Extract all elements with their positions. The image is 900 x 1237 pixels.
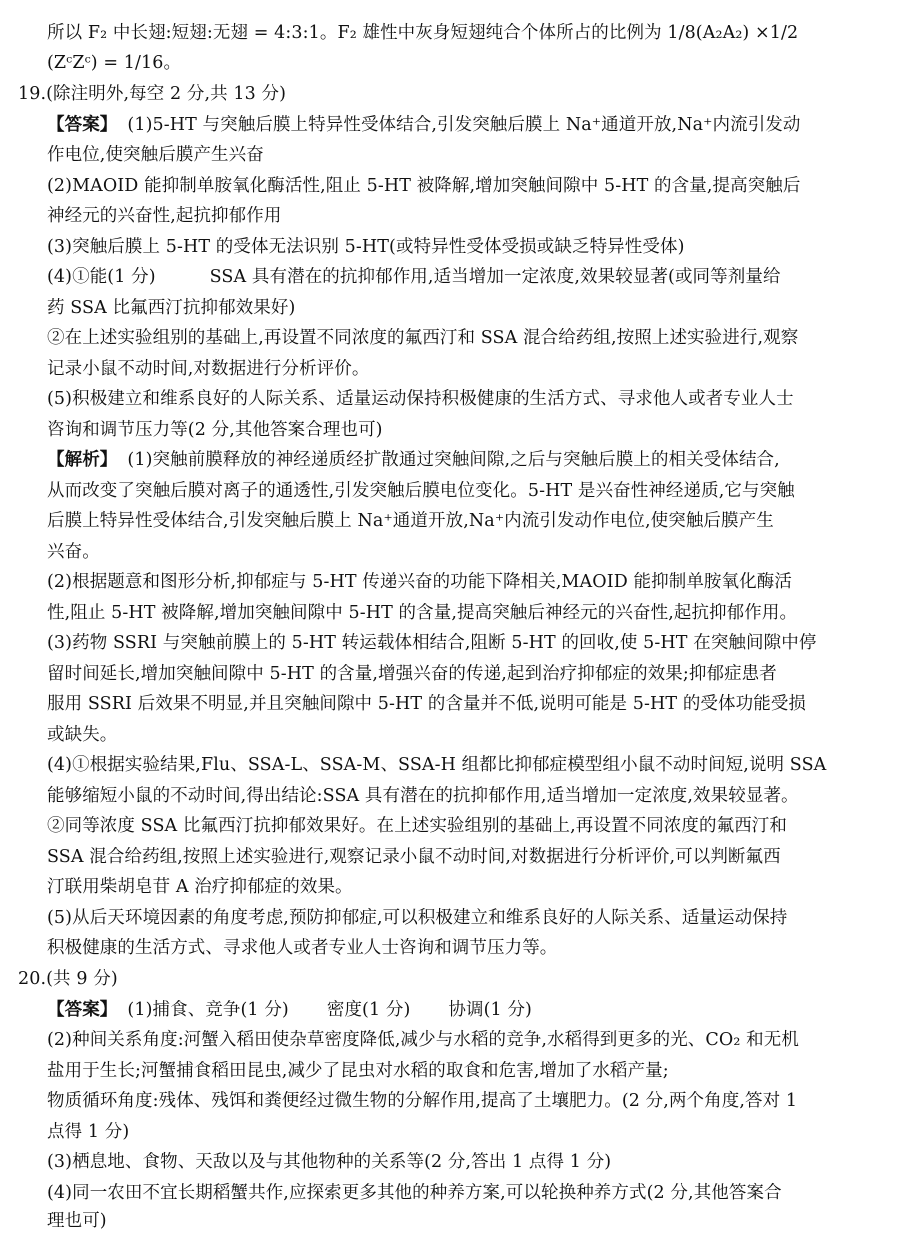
text-line: 后膜上特异性受体结合,引发突触后膜上 Na⁺通道开放,Na⁺内流引发动作电位,使突触后膜产生 bbox=[47, 511, 774, 531]
text-line: 兴奋。 bbox=[47, 542, 100, 562]
text-line: (3)栖息地、食物、天敌以及与其他物种的关系等(2 分,答出 1 点得 1 分) bbox=[47, 1152, 612, 1172]
text-line: 从而改变了突触后膜对离子的通透性,引发突触后膜电位变化。5-HT 是兴奋性神经递质,它与突触 bbox=[47, 481, 795, 501]
answer-tag: 【答案】 bbox=[47, 115, 118, 135]
text-line: 能够缩短小鼠的不动时间,得出结论:SSA 具有潜在的抗抑郁作用,适当增加一定浓度,效果较显著。 bbox=[47, 786, 799, 806]
text-line: 或缺失。 bbox=[47, 725, 118, 745]
text-line: ②同等浓度 SSA 比氟西汀抗抑郁效果好。在上述实验组别的基础上,再设置不同浓度的氟西汀和 bbox=[47, 816, 787, 836]
answer-line bbox=[47, 995, 892, 1026]
text-line: 作电位,使突触后膜产生兴奋 bbox=[47, 145, 264, 165]
text-segment: 密度(1 分) bbox=[326, 1000, 411, 1020]
text-line: 咨询和调节压力等(2 分,其他答案合理也可) bbox=[47, 420, 383, 440]
text-line: 物质循环角度:残体、残饵和粪便经过微生物的分解作用,提高了土壤肥力。(2 分,两个角度,答对 1 bbox=[47, 1091, 798, 1111]
text-line: 留时间延长,增加突触间隙中 5-HT 的含量,增强兴奋的传递,起到治疗抑郁症的效果;抑郁症患者 bbox=[47, 664, 777, 684]
text-line: (2)MAOID 能抑制单胺氧化酶活性,阻止 5-HT 被降解,增加突触间隙中 5-HT 的含量,提高突触后 bbox=[47, 176, 801, 196]
text-line: 记录小鼠不动时间,对数据进行分析评价。 bbox=[47, 359, 370, 379]
answer-tag: 【答案】 bbox=[47, 1000, 118, 1020]
text-line: (5)从后天环境因素的角度考虑,预防抑郁症,可以积极建立和维系良好的人际关系、适量运动保持 bbox=[47, 908, 788, 928]
analysis-tag: 【解析】 bbox=[47, 450, 118, 470]
text-line: (2)根据题意和图形分析,抑郁症与 5-HT 传递兴奋的功能下降相关,MAOID 能抑制单胺氧化酶活 bbox=[47, 572, 792, 592]
text-line: (ZᶜZᶜ) = 1/16。 bbox=[47, 53, 182, 73]
text-line: 盐用于生长;河蟹捕食稻田昆虫,减少了昆虫对水稻的取食和危害,增加了水稻产量; bbox=[47, 1061, 669, 1081]
text-line: 性,阻止 5-HT 被降解,增加突触间隙中 5-HT 的含量,提高突触后神经元的兴奋性,起抗抑郁作用。 bbox=[47, 603, 798, 623]
text-line: (5)积极建立和维系良好的人际关系、适量运动保持积极健康的生活方式、寻求他人或者专业人士 bbox=[47, 389, 794, 409]
text-line: (3)突触后膜上 5-HT 的受体无法识别 5-HT(或特异性受体受损或缺乏特异性受体) bbox=[47, 237, 685, 257]
text-segment: 协调(1 分) bbox=[448, 1000, 532, 1020]
text-line: (2)种间关系角度:河蟹入稻田使杂草密度降低,减少与水稻的竞争,水稻得到更多的光、CO₂ 和无机 bbox=[47, 1030, 799, 1050]
q19-header: 19.(除注明外,每空 2 分,共 13 分) bbox=[18, 84, 287, 104]
text-line: 汀联用柴胡皂苷 A 治疗抑郁症的效果。 bbox=[47, 877, 353, 897]
text-line: 服用 SSRI 后效果不明显,并且突触间隙中 5-HT 的含量并不低,说明可能是 5-HT 的受体功能受损 bbox=[47, 694, 807, 714]
text-line: 积极健康的生活方式、寻求他人或者专业人士咨询和调节压力等。 bbox=[47, 938, 558, 958]
text-line: 理也可) bbox=[47, 1211, 107, 1231]
text-line bbox=[47, 262, 892, 293]
text-line: (3)药物 SSRI 与突触前膜上的 5-HT 转运载体相结合,阻断 5-HT 的回收,使 5-HT 在突触间隙中停 bbox=[47, 633, 817, 653]
text-segment: (1)捕食、竞争(1 分) bbox=[127, 1000, 289, 1020]
text-line: (4)同一农田不宜长期稻蟹共作,应探索更多其他的种养方案,可以轮换种养方式(2 分,其他答案合 bbox=[47, 1183, 782, 1203]
answer-line bbox=[47, 110, 892, 141]
q20-header: 20.(共 9 分) bbox=[18, 969, 118, 989]
analysis-line bbox=[47, 445, 892, 476]
text-line: ②在上述实验组别的基础上,再设置不同浓度的氟西汀和 SSA 混合给药组,按照上述实验进行,观察 bbox=[47, 328, 799, 348]
text-line: SSA 混合给药组,按照上述实验进行,观察记录小鼠不动时间,对数据进行分析评价,可以判断氟西 bbox=[47, 847, 781, 867]
text-line: (4)①根据实验结果,Flu、SSA-L、SSA-M、SSA-H 组都比抑郁症模型组小鼠不动时间短,说明 SSA bbox=[47, 755, 827, 775]
text-line: 药 SSA 比氟西汀抗抑郁效果好) bbox=[47, 298, 296, 318]
text-segment: (1)5-HT 与突触后膜上特异性受体结合,引发突触后膜上 Na⁺通道开放,Na⁺内流引发动 bbox=[127, 115, 801, 135]
text-segment: (4)①能(1 分) bbox=[47, 267, 156, 287]
text-line: 点得 1 分) bbox=[47, 1122, 130, 1142]
text-segment: SSA 具有潜在的抗抑郁作用,适当增加一定浓度,效果较显著(或同等剂量给 bbox=[209, 267, 781, 287]
text-segment: (1)突触前膜释放的神经递质经扩散通过突触间隙,之后与突触后膜上的相关受体结合, bbox=[127, 450, 780, 470]
text-line: 所以 F₂ 中长翅:短翅:无翅 = 4:3:1。F₂ 雄性中灰身短翅纯合个体所占的比例为 1/8(A₂A₂) ×1/2 bbox=[47, 23, 799, 43]
text-line: 神经元的兴奋性,起抗抑郁作用 bbox=[47, 206, 282, 226]
